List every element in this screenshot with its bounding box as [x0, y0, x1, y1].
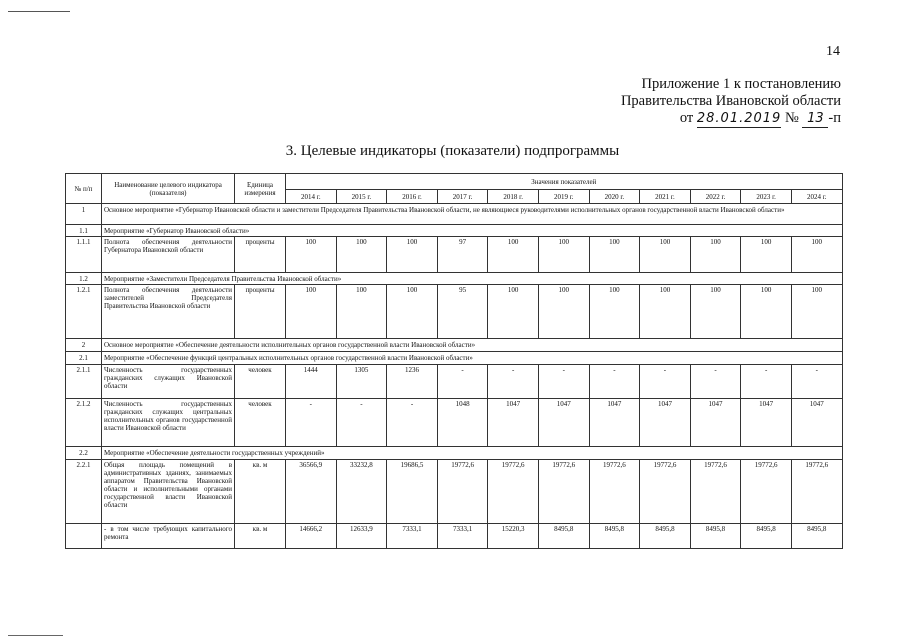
year-header: 2022 г. [690, 190, 741, 204]
value-cell: - [538, 365, 589, 399]
value-cell: 19772,6 [538, 460, 589, 524]
unit: человек [235, 399, 286, 447]
value-cell: 100 [336, 237, 387, 273]
row-number: 1.2 [66, 273, 102, 285]
table-row [66, 273, 843, 285]
value-cell: 100 [589, 237, 640, 273]
section-title: Мероприятие «Заместители Председателя Правительства Ивановской области» [102, 273, 843, 285]
value-cell: 100 [336, 285, 387, 339]
value-cell: 100 [387, 285, 438, 339]
value-cell: 8495,8 [791, 524, 842, 549]
header-num-label: № [784, 110, 799, 126]
col-header-name: Наименование целевого индикатора (показателя) [102, 174, 235, 204]
col-header-num: № п/п [66, 174, 102, 204]
unit: человек [235, 365, 286, 399]
value-cell: - [640, 365, 691, 399]
header-suffix: -п [828, 110, 841, 126]
year-header: 2015 г. [336, 190, 387, 204]
table-body [66, 204, 843, 549]
row-number: 2.1.1 [66, 365, 102, 399]
value-cell: 8495,8 [690, 524, 741, 549]
table-row [66, 339, 843, 352]
table-row [66, 460, 843, 524]
unit: проценты [235, 285, 286, 339]
row-number: 2.1 [66, 352, 102, 365]
value-cell: - [488, 365, 539, 399]
year-header: 2021 г. [640, 190, 691, 204]
value-cell: 7333,1 [437, 524, 488, 549]
table-row [66, 285, 843, 339]
indicator-name: Полнота обеспечения деятельности Губернатора Ивановской области [102, 237, 235, 273]
indicator-name: Численность государственных гражданских служащих Ивановской области [102, 365, 235, 399]
header-date: 28.01.2019 [696, 111, 782, 126]
year-header: 2014 г. [286, 190, 337, 204]
indicator-name: Численность государственных гражданских служащих центральных исполнительных органов государственной власти Ивановской области [102, 399, 235, 447]
page-number: 14 [826, 44, 840, 59]
value-cell: 33232,8 [336, 460, 387, 524]
indicator-name: - в том числе требующих капитального ремонта [102, 524, 235, 549]
header-from: от [679, 110, 694, 126]
value-cell: - [336, 399, 387, 447]
value-cell: 19772,6 [437, 460, 488, 524]
value-cell: 1047 [538, 399, 589, 447]
value-cell: - [589, 365, 640, 399]
value-cell: 8495,8 [640, 524, 691, 549]
value-cell: 95 [437, 285, 488, 339]
year-header: 2019 г. [538, 190, 589, 204]
value-cell: 1305 [336, 365, 387, 399]
table-row [66, 204, 843, 225]
col-header-unit: Единица измерения [235, 174, 286, 204]
unit: кв. м [235, 460, 286, 524]
value-cell: 36566,9 [286, 460, 337, 524]
unit: проценты [235, 237, 286, 273]
value-cell: 1047 [589, 399, 640, 447]
value-cell: 1047 [690, 399, 741, 447]
table-row [66, 524, 843, 549]
value-cell: 19772,6 [589, 460, 640, 524]
approval-header [621, 76, 841, 128]
row-number [66, 524, 102, 549]
value-cell: 7333,1 [387, 524, 438, 549]
value-cell: - [286, 399, 337, 447]
table-row [66, 352, 843, 365]
table-row [66, 399, 843, 447]
value-cell: 19772,6 [488, 460, 539, 524]
value-cell: - [690, 365, 741, 399]
value-cell: 100 [791, 237, 842, 273]
row-number: 2.1.2 [66, 399, 102, 447]
value-cell: 19686,5 [387, 460, 438, 524]
value-cell: 100 [690, 237, 741, 273]
year-header: 2016 г. [387, 190, 438, 204]
indicator-name: Полнота обеспечения деятельности заместителей Председателя Правительства Ивановской области [102, 285, 235, 339]
value-cell: 97 [437, 237, 488, 273]
header-line-3 [621, 110, 841, 128]
value-cell: 100 [286, 237, 337, 273]
indicator-name: Общая площадь помещений в административных зданиях, занимаемых аппаратом Правительства Ивановской области и исполнительными органами государственной власти Ивановской области [102, 460, 235, 524]
top-rule [8, 11, 70, 12]
value-cell: 8495,8 [741, 524, 792, 549]
value-cell: 100 [791, 285, 842, 339]
value-cell: 100 [538, 237, 589, 273]
value-cell: - [437, 365, 488, 399]
value-cell: 100 [488, 237, 539, 273]
row-number: 2.2.1 [66, 460, 102, 524]
value-cell: 1444 [286, 365, 337, 399]
value-cell: 1236 [387, 365, 438, 399]
indicators-table [65, 173, 843, 549]
row-number: 2.2 [66, 447, 102, 460]
value-cell: 100 [640, 237, 691, 273]
year-header: 2017 г. [437, 190, 488, 204]
value-cell: 19772,6 [791, 460, 842, 524]
value-cell: 100 [488, 285, 539, 339]
value-cell: 14666,2 [286, 524, 337, 549]
value-cell: 1047 [791, 399, 842, 447]
table-row [66, 365, 843, 399]
bottom-rule [8, 635, 63, 636]
value-cell: 1048 [437, 399, 488, 447]
value-cell: 19772,6 [741, 460, 792, 524]
value-cell: 100 [589, 285, 640, 339]
value-cell: 100 [538, 285, 589, 339]
col-header-values: Значения показателей [286, 174, 843, 190]
value-cell: 100 [387, 237, 438, 273]
year-header: 2020 г. [589, 190, 640, 204]
section-title: Основное мероприятие «Губернатор Ивановской области и заместители Председателя Правительства Ивановской области, не являющиеся руководителями исполнительных органов государственной власти Ивановской области» [102, 204, 843, 225]
section-title: Основное мероприятие «Обеспечение деятельности исполнительных органов государственной власти Ивановской области» [102, 339, 843, 352]
row-number: 1.1 [66, 225, 102, 237]
value-cell: 8495,8 [538, 524, 589, 549]
value-cell: - [791, 365, 842, 399]
table-row [66, 225, 843, 237]
value-cell: 8495,8 [589, 524, 640, 549]
value-cell: 100 [286, 285, 337, 339]
section-title: Мероприятие «Обеспечение функций центральных исполнительных органов государственной власти Ивановской области» [102, 352, 843, 365]
value-cell: 1047 [488, 399, 539, 447]
header-line-1: Приложение 1 к постановлению [641, 76, 841, 92]
value-cell: 19772,6 [640, 460, 691, 524]
value-cell: 12633,9 [336, 524, 387, 549]
table-row [66, 447, 843, 460]
row-number: 2 [66, 339, 102, 352]
page-title: 3. Целевые индикаторы (показатели) подпрограммы [285, 143, 620, 159]
year-header: 2018 г. [488, 190, 539, 204]
row-number: 1.2.1 [66, 285, 102, 339]
value-cell: 1047 [640, 399, 691, 447]
row-number: 1 [66, 204, 102, 225]
value-cell: - [741, 365, 792, 399]
section-title: Мероприятие «Обеспечение деятельности государственных учреждений» [102, 447, 843, 460]
value-cell: 15220,3 [488, 524, 539, 549]
table-row [66, 237, 843, 273]
section-title: Мероприятие «Губернатор Ивановской области» [102, 225, 843, 237]
unit: кв. м [235, 524, 286, 549]
year-header: 2023 г. [741, 190, 792, 204]
header-number: 13 [802, 110, 828, 128]
value-cell: 19772,6 [690, 460, 741, 524]
value-cell: 100 [741, 237, 792, 273]
value-cell: 100 [690, 285, 741, 339]
value-cell: 100 [741, 285, 792, 339]
value-cell: - [387, 399, 438, 447]
row-number: 1.1.1 [66, 237, 102, 273]
value-cell: 100 [640, 285, 691, 339]
value-cell: 1047 [741, 399, 792, 447]
year-header: 2024 г. [791, 190, 842, 204]
header-line-2: Правительства Ивановской области [620, 93, 841, 109]
